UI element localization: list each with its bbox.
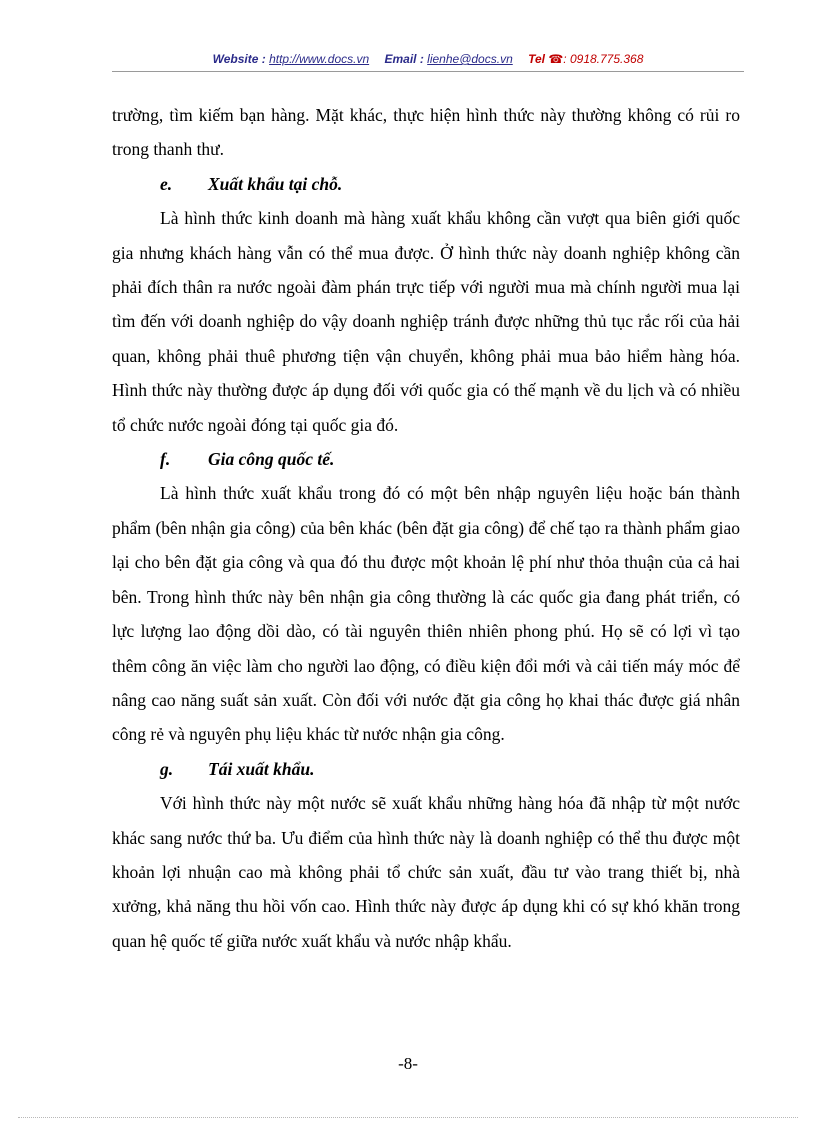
website-link[interactable]: http://www.docs.vn bbox=[269, 52, 370, 66]
document-body bbox=[112, 98, 740, 958]
page-number: -8- bbox=[398, 1054, 418, 1073]
section-letter: e. bbox=[160, 173, 173, 194]
website-label: Website : bbox=[212, 52, 266, 66]
email-label: Email bbox=[384, 52, 417, 66]
email-colon: : bbox=[419, 52, 424, 66]
page-border bbox=[18, 1117, 798, 1118]
section-title: Xuất khẩu tại chỗ. bbox=[208, 173, 343, 194]
paragraph-continuation: trường, tìm kiếm bạn hàng. Mặt khác, thực hiện hình thức này thường không có rủi ro trong thanh thư. bbox=[112, 105, 740, 160]
phone-icon: ☎ bbox=[548, 52, 564, 66]
paragraph: Là hình thức kinh doanh mà hàng xuất khẩu không cần vượt qua biên giới quốc gia nhưng khách hàng vẫn có thể mua được. Ở hình thức này doanh nghiệp không cần phải đích thân ra nước ngoài đàm phán trực tiếp với người mua mà chính người mua lại tìm đến với doanh nghiệp do vậy doanh nghiệp tránh được những thủ tục rắc rối của hải quan, không phải thuê phương tiện vận chuyển, không phải mua bảo hiểm hàng hóa. Hình thức này thường được áp dụng đối với quốc gia có thế mạnh về du lịch và có nhiều tổ chức nước ngoài đóng tại quốc gia đó. bbox=[112, 208, 740, 435]
section-heading-g bbox=[112, 752, 740, 786]
email-link[interactable]: lienhe@docs.vn bbox=[427, 52, 513, 66]
paragraph: Với hình thức này một nước sẽ xuất khẩu những hàng hóa đã nhập từ một nước khác sang nước thứ ba. Ưu điểm của hình thức này là doanh nghiệp có thể thu được một khoản lợi nhuận cao mà không phải tổ chức sản xuất, đầu tư vào trang thiết bị, nhà xưởng, khả năng thu hồi vốn cao. Hình thức này được áp dụng khi có sự khó khăn trong quan hệ quốc tế giữa nước xuất khẩu và nước nhập khẩu. bbox=[112, 793, 740, 951]
section-title: Tái xuất khẩu. bbox=[208, 758, 315, 779]
section-letter: g. bbox=[160, 758, 174, 779]
section-title: Gia công quốc tế. bbox=[208, 449, 335, 470]
phone-number: : 0918.775.368 bbox=[563, 52, 644, 66]
section-letter: f. bbox=[160, 449, 171, 470]
header-divider bbox=[112, 71, 744, 72]
section-heading-f bbox=[112, 442, 740, 476]
paragraph: Là hình thức xuất khẩu trong đó có một bên nhập nguyên liệu hoặc bán thành phẩm (bên nhận gia công) của bên khác (bên đặt gia công) để chế tạo ra thành phẩm giao lại cho bên đặt gia công và qua đó thu được một khoản lệ phí như thỏa thuận của cả hai bên. Trong hình thức này bên nhận gia công thường là các quốc gia đang phát triển, có lực lượng lao động dồi dào, có tài nguyên thiên nhiên phong phú. Họ sẽ có lợi vì tạo thêm công ăn việc làm cho người lao động, có điều kiện đổi mới và cải tiến máy móc để nâng cao năng suất sản xuất. Còn đối với nước đặt gia công họ khai thác được giá nhân công rẻ và nguyên phụ liệu khác từ nước nhận gia công. bbox=[112, 483, 740, 745]
page-header bbox=[112, 51, 744, 67]
tel-label: Tel bbox=[528, 52, 545, 66]
section-heading-e bbox=[112, 167, 740, 201]
